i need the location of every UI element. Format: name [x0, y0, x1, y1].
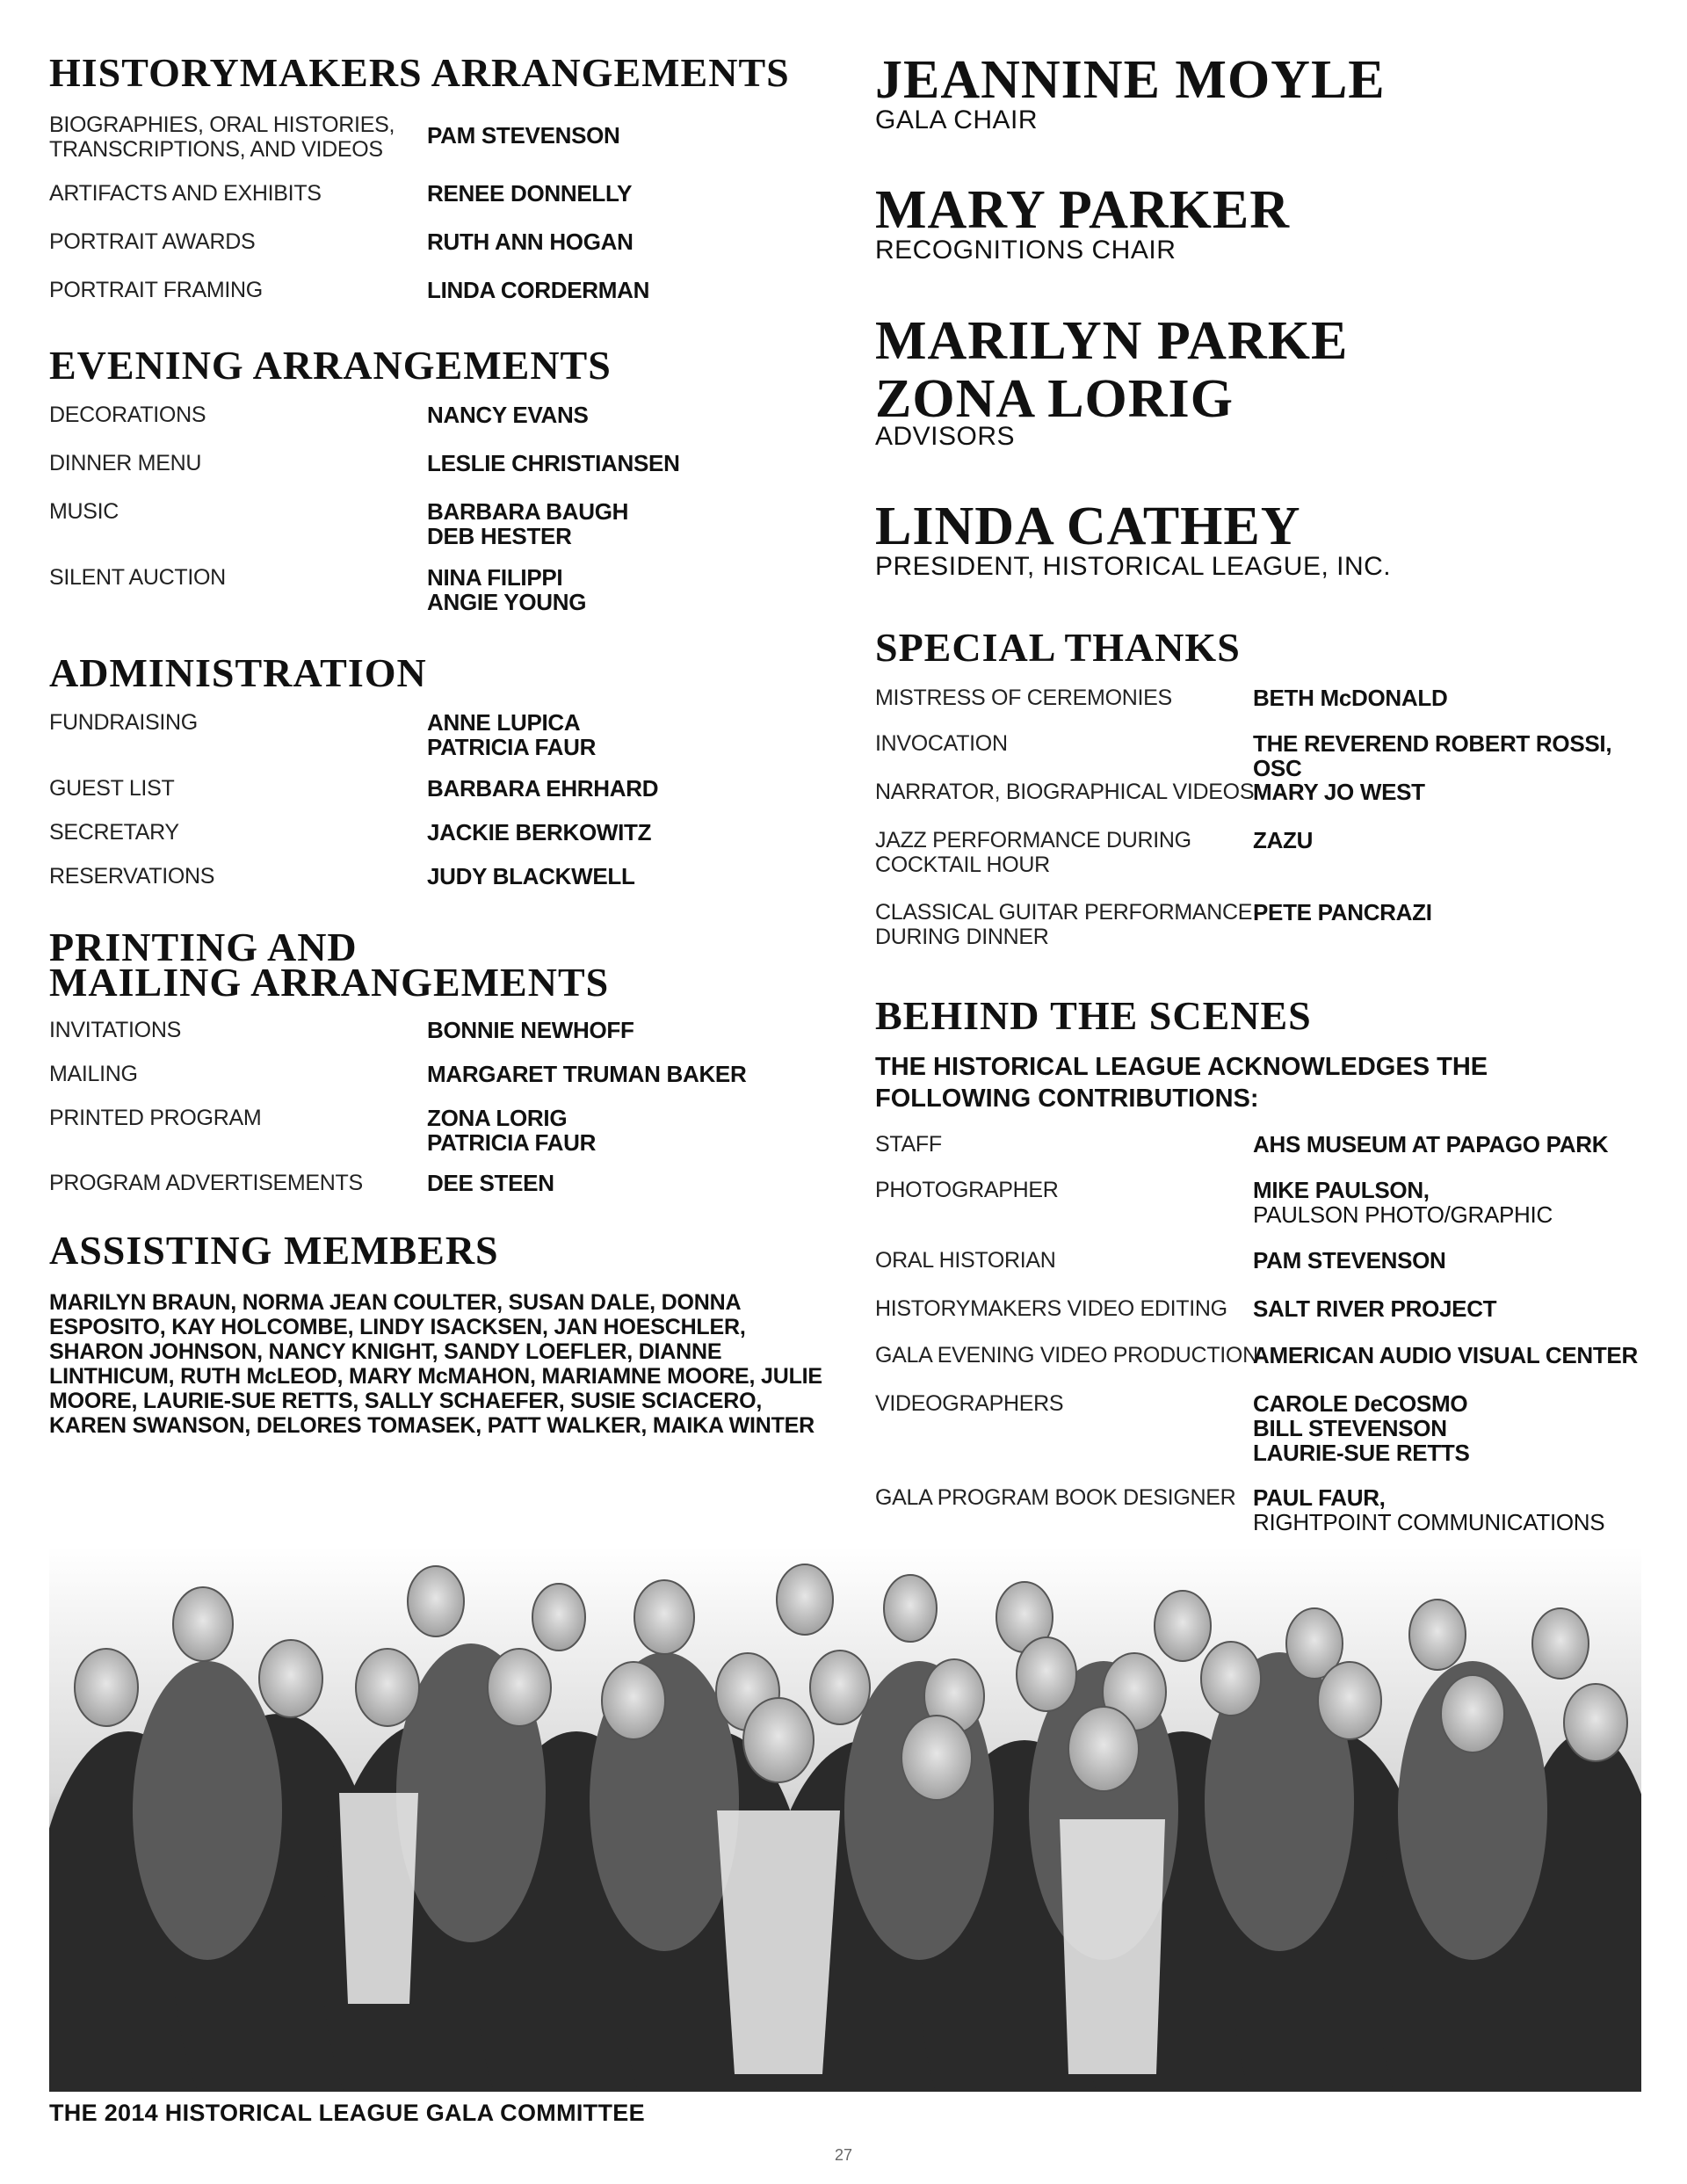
- section-heading-printing: PRINTING AND MAILING ARRANGEMENTS: [49, 925, 610, 1005]
- row-label: ARTIFACTS AND EXHIBITS: [49, 181, 322, 206]
- row-label: RESERVATIONS: [49, 864, 215, 889]
- row-label: GUEST LIST: [49, 776, 175, 801]
- row-label: MAILING: [49, 1062, 138, 1086]
- section-heading-evening: EVENING ARRANGEMENTS: [49, 343, 612, 388]
- assisting-members-list: MARILYN BRAUN, NORMA JEAN COULTER, SUSAN DALE, DONNA ESPOSITO, KAY HOLCOMBE, LINDY ISACKSEN, JAN HOESCHLER, SHARON JOHNSON, NANCY KNIGHT, SANDY LOEFLER, DIANNE LINTHICUM, RUTH McLEOD, MARY McMAHON, MARIAMNE MOORE, JULIE MOORE, LAURIE-SUE RETTS, SALLY SCHAEFER, SUSIE SCIACERO, KAREN SWANSON, DELORES TOMASEK, PATT WALKER, MAIKA WINTER: [49, 1290, 822, 1438]
- row-label: ORAL HISTORIAN: [875, 1248, 1056, 1273]
- row-label: SECRETARY: [49, 820, 179, 845]
- chair-role: GALA CHAIR: [875, 105, 1039, 134]
- row-label: STAFF: [875, 1132, 942, 1157]
- row-value: LINDA CORDERMAN: [427, 277, 650, 303]
- row-label: PROGRAM ADVERTISEMENTS: [49, 1171, 363, 1195]
- row-label: PHOTOGRAPHER: [875, 1178, 1059, 1202]
- row-value: MARGARET TRUMAN BAKER: [427, 1061, 747, 1087]
- row-value: BONNIE NEWHOFF: [427, 1017, 634, 1043]
- row-value: NINA FILIPPI ANGIE YOUNG: [427, 564, 587, 615]
- row-label: BIOGRAPHIES, ORAL HISTORIES, TRANSCRIPTIONS, AND VIDEOS: [49, 112, 395, 162]
- row-value: JUDY BLACKWELL: [427, 863, 635, 889]
- president-name: LINDA CATHEY: [875, 497, 1301, 556]
- row-value: PAM STEVENSON: [1253, 1247, 1446, 1273]
- row-value: ZONA LORIG PATRICIA FAUR: [427, 1105, 597, 1156]
- row-value: RENEE DONNELLY: [427, 180, 633, 207]
- chair-role: RECOGNITIONS CHAIR: [875, 236, 1177, 265]
- row-value: BETH McDONALD: [1253, 685, 1448, 711]
- row-value: BARBARA EHRHARD: [427, 775, 659, 802]
- advisors-names: MARILYN PARKE ZONA LORIG: [875, 311, 1349, 429]
- row-label: DINNER MENU: [49, 451, 202, 475]
- row-label: PORTRAIT FRAMING: [49, 278, 263, 302]
- row-value: JACKIE BERKOWITZ: [427, 819, 652, 845]
- chair-name: JEANNINE MOYLE: [875, 50, 1386, 110]
- row-value: MIKE PAULSON,: [1253, 1177, 1430, 1203]
- row-value: CAROLE DeCOSMO BILL STEVENSON LAURIE-SUE RETTS: [1253, 1390, 1470, 1466]
- row-value: AHS MUSEUM AT PAPAGO PARK: [1253, 1131, 1609, 1157]
- row-value: MARY JO WEST: [1253, 779, 1425, 805]
- row-value: PETE PANCRAZI: [1253, 899, 1432, 925]
- row-value: ANNE LUPICA PATRICIA FAUR: [427, 709, 597, 760]
- section-heading-administration: ADMINISTRATION: [49, 650, 427, 695]
- acknowledgement-text: THE HISTORICAL LEAGUE ACKNOWLEDGES THE FOLLOWING CONTRIBUTIONS:: [875, 1053, 1488, 1113]
- row-label: PORTRAIT AWARDS: [49, 229, 256, 254]
- row-label: NARRATOR, BIOGRAPHICAL VIDEOS: [875, 780, 1255, 804]
- row-label: VIDEOGRAPHERS: [875, 1391, 1064, 1416]
- row-label: INVITATIONS: [49, 1018, 181, 1042]
- row-label: INVOCATION: [875, 731, 1008, 756]
- section-heading-special-thanks: SPECIAL THANKS: [875, 625, 1241, 670]
- row-value: SALT RIVER PROJECT: [1253, 1295, 1497, 1322]
- row-label: JAZZ PERFORMANCE DURING COCKTAIL HOUR: [875, 828, 1191, 877]
- section-heading-behind-scenes: BEHIND THE SCENES: [875, 993, 1312, 1038]
- row-value: AMERICAN AUDIO VISUAL CENTER: [1253, 1342, 1638, 1368]
- chair-role: ADVISORS: [875, 422, 1016, 451]
- row-label: HISTORYMAKERS VIDEO EDITING: [875, 1296, 1227, 1321]
- row-value: PAM STEVENSON: [427, 122, 620, 149]
- row-value-sub: RIGHTPOINT COMMUNICATIONS: [1253, 1509, 1605, 1535]
- row-label: MUSIC: [49, 499, 119, 524]
- row-value: ZAZU: [1253, 827, 1314, 853]
- row-label: FUNDRAISING: [49, 710, 198, 735]
- row-value: DEE STEEN: [427, 1170, 554, 1196]
- row-value-sub: PAULSON PHOTO/GRAPHIC: [1253, 1201, 1553, 1228]
- committee-group-photo: [49, 1547, 1641, 2092]
- row-value: NANCY EVANS: [427, 402, 589, 428]
- photo-caption: THE 2014 HISTORICAL LEAGUE GALA COMMITTEE: [49, 2100, 645, 2126]
- row-label: PRINTED PROGRAM: [49, 1106, 262, 1130]
- row-label: GALA EVENING VIDEO PRODUCTION: [875, 1343, 1258, 1368]
- row-label: DECORATIONS: [49, 403, 206, 427]
- row-label: SILENT AUCTION: [49, 565, 226, 590]
- row-label: MISTRESS OF CEREMONIES: [875, 686, 1172, 710]
- section-heading-historymakers: HISTORYMAKERS ARRANGEMENTS: [49, 50, 790, 95]
- row-value: PAUL FAUR,: [1253, 1484, 1386, 1511]
- row-label: CLASSICAL GUITAR PERFORMANCE DURING DINNER: [875, 900, 1253, 949]
- row-value: THE REVEREND ROBERT ROSSI, OSC: [1253, 730, 1612, 781]
- row-value: RUTH ANN HOGAN: [427, 229, 634, 255]
- row-value: BARBARA BAUGH DEB HESTER: [427, 498, 629, 549]
- row-label: GALA PROGRAM BOOK DESIGNER: [875, 1485, 1236, 1510]
- president-role: PRESIDENT, HISTORICAL LEAGUE, INC.: [875, 552, 1392, 581]
- chair-name: MARY PARKER: [875, 180, 1291, 240]
- page-number: 27: [834, 2146, 853, 2164]
- section-heading-assisting: ASSISTING MEMBERS: [49, 1228, 499, 1273]
- row-value: LESLIE CHRISTIANSEN: [427, 450, 680, 476]
